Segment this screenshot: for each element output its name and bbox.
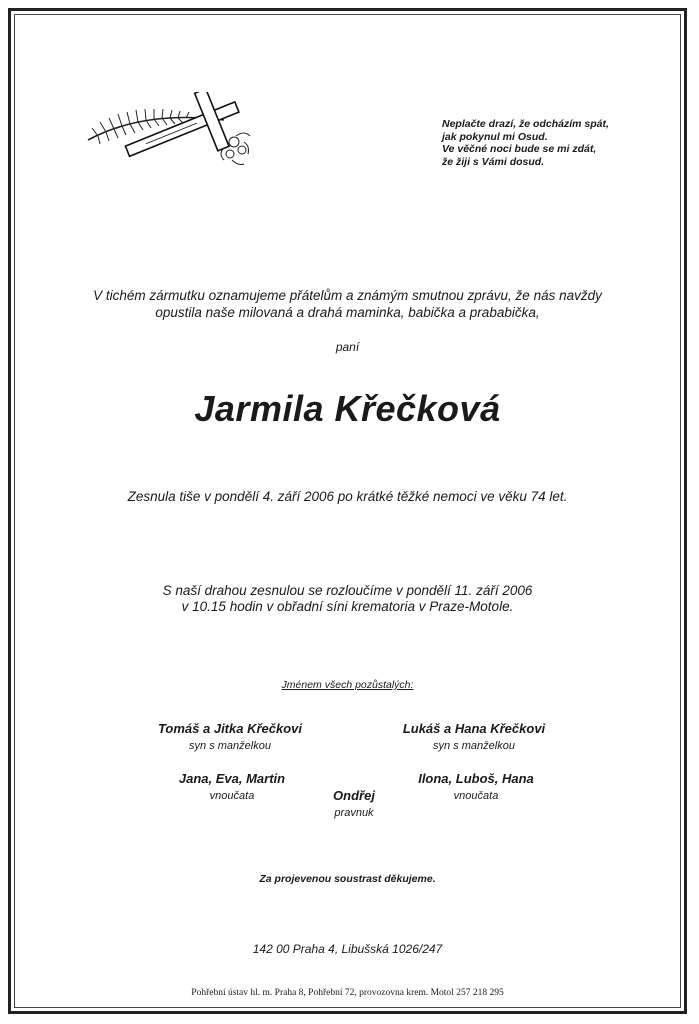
mourner-relation: vnoučata [453,790,499,802]
mourner-group [132,771,332,802]
mourner-relation: syn s manželkou [189,740,271,752]
poem-line: jak pokynul mi Osud. [442,130,548,143]
death-notice: Zesnula tiše v pondělí 4. září 2006 po krátké těžké nemoci ve věku 74 let. [127,489,568,504]
thanks-note: Za projevenou soustrast děkujeme. [259,873,436,885]
mourner-name: Ondřej [333,788,375,803]
poem [442,118,609,168]
poem-line: Neplačte drazí, že odcházím spát, [442,118,609,130]
intro-line-2: opustila naše milovaná a drahá maminka, babička a prababička, [155,305,540,320]
mourner-relation: pravnuk [334,807,374,819]
intro-line-1: V tichém zármutku oznamujeme přátelům a známým smutnou zprávu, že nás navždy [93,288,602,303]
cross-with-palm-icon [84,92,256,172]
mourner-group [374,721,574,752]
mourner-relation: syn s manželkou [433,740,515,752]
mourner-group [304,788,404,819]
footer-funeral-home: Pohřební ústav hl. m. Praha 8, Pohřební 72, provozovna krem. Motol 257 218 295 [191,988,504,998]
mourner-relation: vnoučata [209,790,255,802]
mourner-name: Jana, Eva, Martin [178,771,286,786]
mourner-group [130,721,330,752]
intro-text [14,287,681,321]
address: 142 00 Praha 4, Libušská 1026/247 [252,942,443,956]
deceased-name: Jarmila Křečková [194,388,501,429]
mourner-name: Tomáš a Jitka Křečkovi [157,721,303,736]
funeral-line-1: S naší drahou zesnulou se rozloučíme v pondělí 11. září 2006 [162,583,533,598]
mourner-name: Ilona, Luboš, Hana [418,771,534,786]
poem-line: že žiji s Vámi dosud. [442,155,545,168]
mourner-group [376,771,576,802]
funeral-info [14,583,681,615]
on-behalf-heading: Jménem všech pozůstalých: [281,679,414,691]
funeral-line-2: v 10.15 hodin v obřadní síni krematoria v Praze-Motole. [181,599,514,614]
poem-line: Ve věčné noci bude se mi zdát, [442,143,597,156]
title-prefix: paní [335,340,360,354]
mourner-name: Lukáš a Hana Křečkovi [402,721,546,736]
